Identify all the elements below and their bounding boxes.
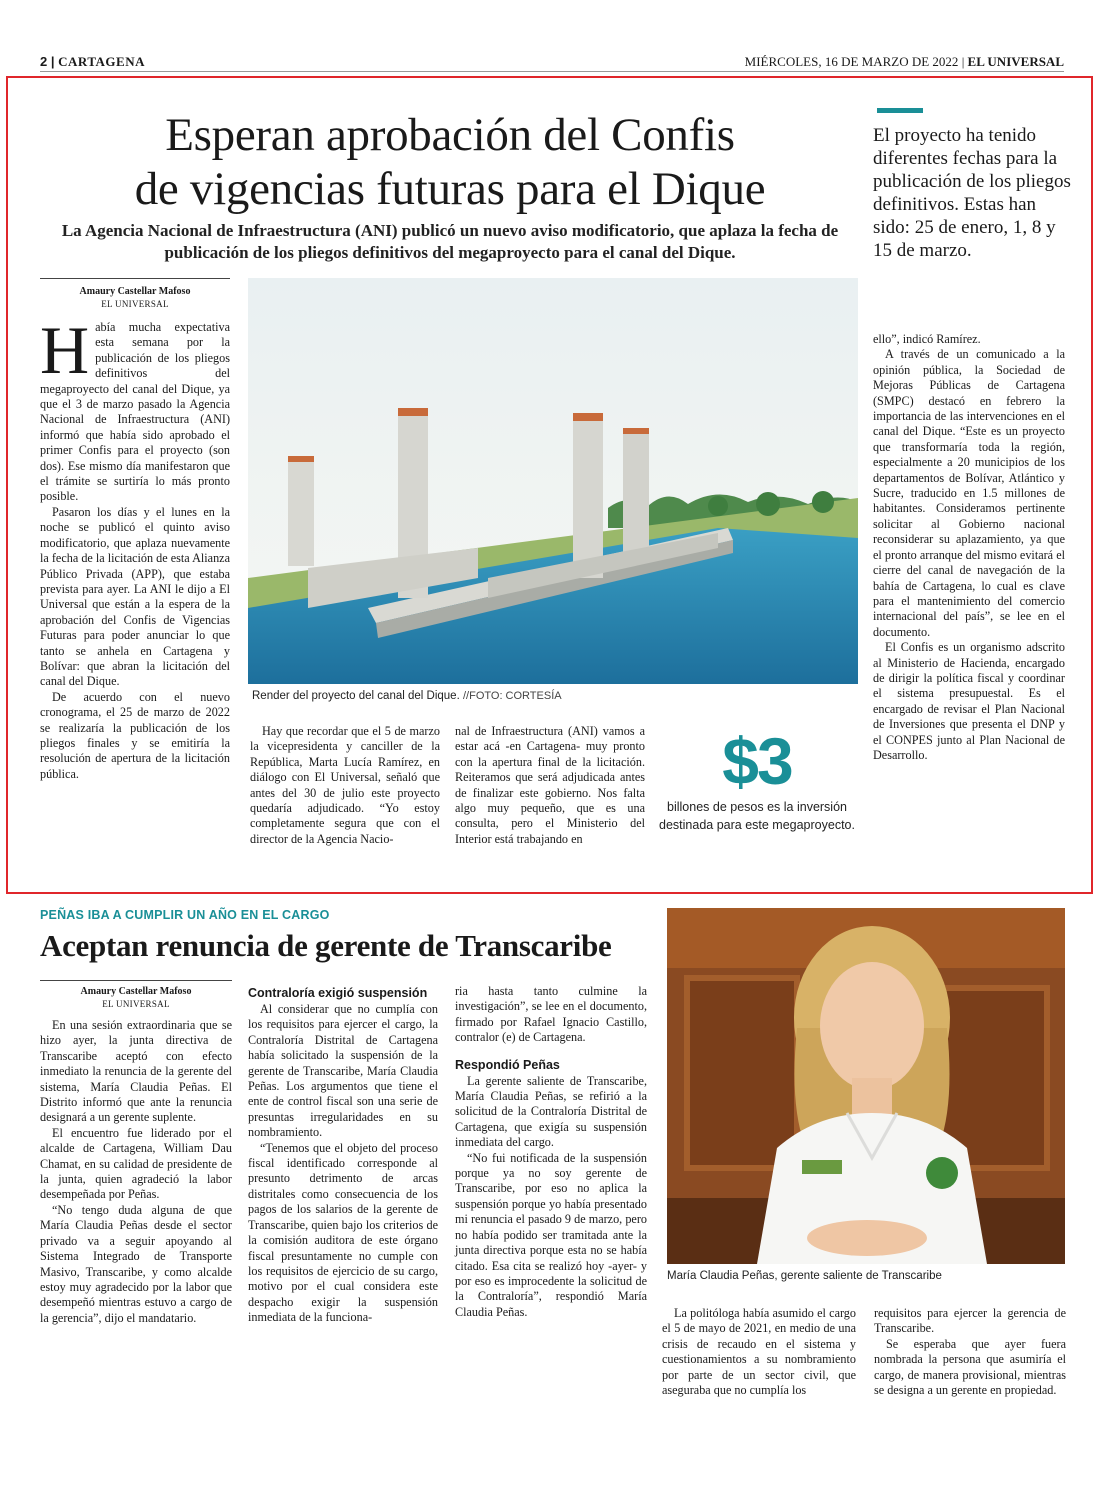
newspaper-name: EL UNIVERSAL [967, 54, 1064, 69]
article1-column-2: Hay que recordar que el 5 de marzo la vicepresidenta y canciller de la República, Marta Lucía Ramírez, en diálogo con El Universal, señaló que antes del 30 de julio este proyecto quedaría adjudicado. “Yo estoy completamente segura que con el director de la Agencia Nacio- [250, 724, 440, 846]
page-section: 2 | CARTAGENA [40, 54, 145, 69]
byline-rule [40, 980, 232, 981]
sidebar-quote: El proyecto ha tenido diferentes fechas para la publicación de los pliegos definitivos. Estas han sido: 25 de enero, 1, 8 y 15 de marzo. [873, 125, 1071, 261]
render-photo-caption: Render del proyecto del canal del Dique. //FOTO: CORTESÍA [252, 690, 562, 702]
article1-headline: Esperan aprobación del Confis de vigencias futuras para el Dique [134, 109, 766, 215]
article2-column-4: La politóloga había asumido el cargo el 5 de mayo de 2021, en medio de una crisis de recaudo en el sistema y cuestionamientos a su nombramiento por parte de un sector civil, que aseguraba que no cumplía los [662, 1306, 856, 1398]
canal-render-photo [248, 278, 858, 684]
page-number: 2 [40, 54, 48, 69]
article2-column-1: En una sesión extraordinaria que se hizo ayer, la junta directiva de Transcaribe aceptó con efecto inmediato la renuncia de la gerente del sistema, María Claudia Peñas. El Distrito informó que ante la renuncia designará a un gerente suplente. El encuentro fue liderado por el alcalde de Cartagena, William Dau Chamat, en su calidad de presidente de la junta, quien agradeció la labor desempeñada por Peñas. “No tengo duda alguna de que María Claudia Peñas desde el sector privado va a seguir apoyando al Sistema Integrado de Transporte Masivo, Transcaribe, y como alcalde estoy muy agradecido por la labor que desempeñó mientras estuvo a cargo de la gerencia”, dijo el mandatario. [40, 1018, 232, 1325]
dropcap: H [40, 312, 90, 388]
article2-column-5: requisitos para ejercer la gerencia de Transcaribe. Se esperaba que ayer fuera nombrada la persona que asumiría el cargo, de manera provisional, mientras se designa a un gerente en propiedad. [874, 1306, 1066, 1398]
article2-byline: Amaury Castellar Mafoso EL UNIVERSAL [80, 986, 192, 1009]
page-dateline: MIÉRCOLES, 16 DE MARZO DE 2022 | EL UNIVERSAL [744, 54, 1064, 69]
article2-kicker: PEÑAS IBA A CUMPLIR UN AÑO EN EL CARGO [40, 908, 330, 922]
article1-byline: Amaury Castellar Mafoso EL UNIVERSAL [79, 286, 191, 309]
article2-headline: Aceptan renuncia de gerente de Transcaribe [40, 928, 612, 963]
sidebar-accent-bar [877, 108, 923, 113]
issue-date: MIÉRCOLES, 16 DE MARZO DE 2022 [744, 54, 959, 69]
article2-column-2: Contraloría exigió suspensión Al considerar que no cumplía con los requisitos para ejercer el cargo, la Contraloría Distrital de Cartagena había solicitado la suspensión de la gerente de Transcaribe, María Claudia Peñas. Los argumentos que tiene el ente de control fiscal son una serie de presuntas irregularidades en su nombramiento. “Tenemos que el objeto del proceso fiscal identificado corresponde al presunto detrimento de arcas distritales como consecuencia de los pagos de los salarios de la gerente de Transcaribe, quien bajo los criterios de la comisión auditora de este órgano fiscal presuntamente no cumple con los requisitos de ejercicio de su cargo, motivo por el cual considera este despacho exigir la suspensión inmediata de la funciona- [248, 986, 438, 1325]
render-photo-credit: //FOTO: CORTESÍA [462, 690, 562, 702]
article1-column-1: Había mucha expectativa esta semana por la publicación de los pliegos definitivos del megaproyecto del canal del Dique, ya que el 3 de marzo pasado la Agencia Nacional de Infraestructura (ANI) informó que había sido aprobado el primer Confis para el proyecto (son dos). Ese mismo día manifestaron que el trámite se surtiría lo más pronto posible. Pasaron los días y el lunes en la noche se publicó el quinto aviso modificatorio, que aplaza nuevamente la fecha de la licitación de esta Alianza Público Privada (APP), que estaba prevista para ayer. La ANI le dijo a El Universal que están a la espera de la aprobación del Confis de Vigencias Futuras para poder anunciar lo que tanto se anhela en Cartagena y Bolívar: que abran la licitación del canal del Dique. De acuerdo con el nuevo cronograma, el 25 de marzo de 2022 se realizaría la publicación de los pliegos finales y se emitiría la resolución de apertura de la licitación pública. [40, 312, 230, 781]
section-name: CARTAGENA [58, 54, 145, 69]
stat-description: billones de pesos es la inversión destinada para este megaproyecto. [659, 800, 855, 832]
byline-rule [40, 278, 230, 279]
portrait-photo [667, 908, 1065, 1264]
subhead-contraloria: Contraloría exigió suspensión [248, 986, 428, 1000]
article1-column-4: ello”, indicó Ramírez. A través de un comunicado a la opinión pública, la Sociedad de Mejoras Públicas de Cartagena (SMPC) destacó en febrero la importancia de las intervenciones en el canal del Dique. “Este es un proyecto que transformaría toda la región, especialmente a 20 municipios de los departamentos de Bolívar, Atlántico y Sucre, traducido en 1.5 millones de habitantes. Consideramos pertinente solicitar al Gobierno nacional reconsiderar su aplazamiento, ya que el pronto arranque del mismo evitará el cierre del canal de navegación de la bahía de Cartagena, lo cual es clave para el mantenimiento del comercio internacional del país”, se lee en el documento. El Confis es un organismo adscrito al Ministerio de Hacienda, encargado de dirigir la política fiscal y coordinar el sistema presupuestal. Es el encargado de revisar el Plan Nacional de Inversiones que presenta el DNP y el CONPES junto al Plan Nacional de Desarrollo. [873, 332, 1065, 762]
article1-column-3: nal de Infraestructura (ANI) vamos a estar acá -en Cartagena- muy pronto con la apertura final de la licitación. Reiteramos que será adjudicada antes de finalizar este gobierno. Nos falta algo muy pequeño, que es una consulta, pero el Ministerio del Interior está trabajando en [455, 724, 645, 846]
stat-value: $3 [722, 724, 792, 798]
article2-column-3: ria hasta tanto culmine la investigación”, se lee en el documento, firmado por Rafael Ignacio Castillo, contralor (e) de Cartagena. Respondió Peñas La gerente saliente de Transcaribe, María Claudia Peñas, se refirió a la solicitud de la Contraloría Distrital de Cartagena, que exigía su suspensión inmediata del cargo. “No fui notificada de la suspensión porque ya no soy gerente de Transcaribe, por eso no aplica la suspensión porque yo había presentado mi renuncia el pasado 9 de marzo, pero no había podido ser tramitada ante la junta directiva porque esta no se había citado. Esa cita se realizó hoy -ayer- y por eso es improcedente la solicitud de la Contraloría”, respondió María Claudia Peñas. [455, 984, 647, 1319]
article1-deck: La Agencia Nacional de Infraestructura (ANI) publicó un nuevo aviso modificatorio, que aplaza la fecha de publicación de los pliegos definitivos del megaproyecto para el canal del Dique. [61, 221, 839, 262]
portrait-caption: María Claudia Peñas, gerente saliente de Transcaribe [667, 1270, 942, 1282]
page-header [40, 50, 1064, 72]
subhead-respondio: Respondió Peñas [455, 1057, 560, 1072]
